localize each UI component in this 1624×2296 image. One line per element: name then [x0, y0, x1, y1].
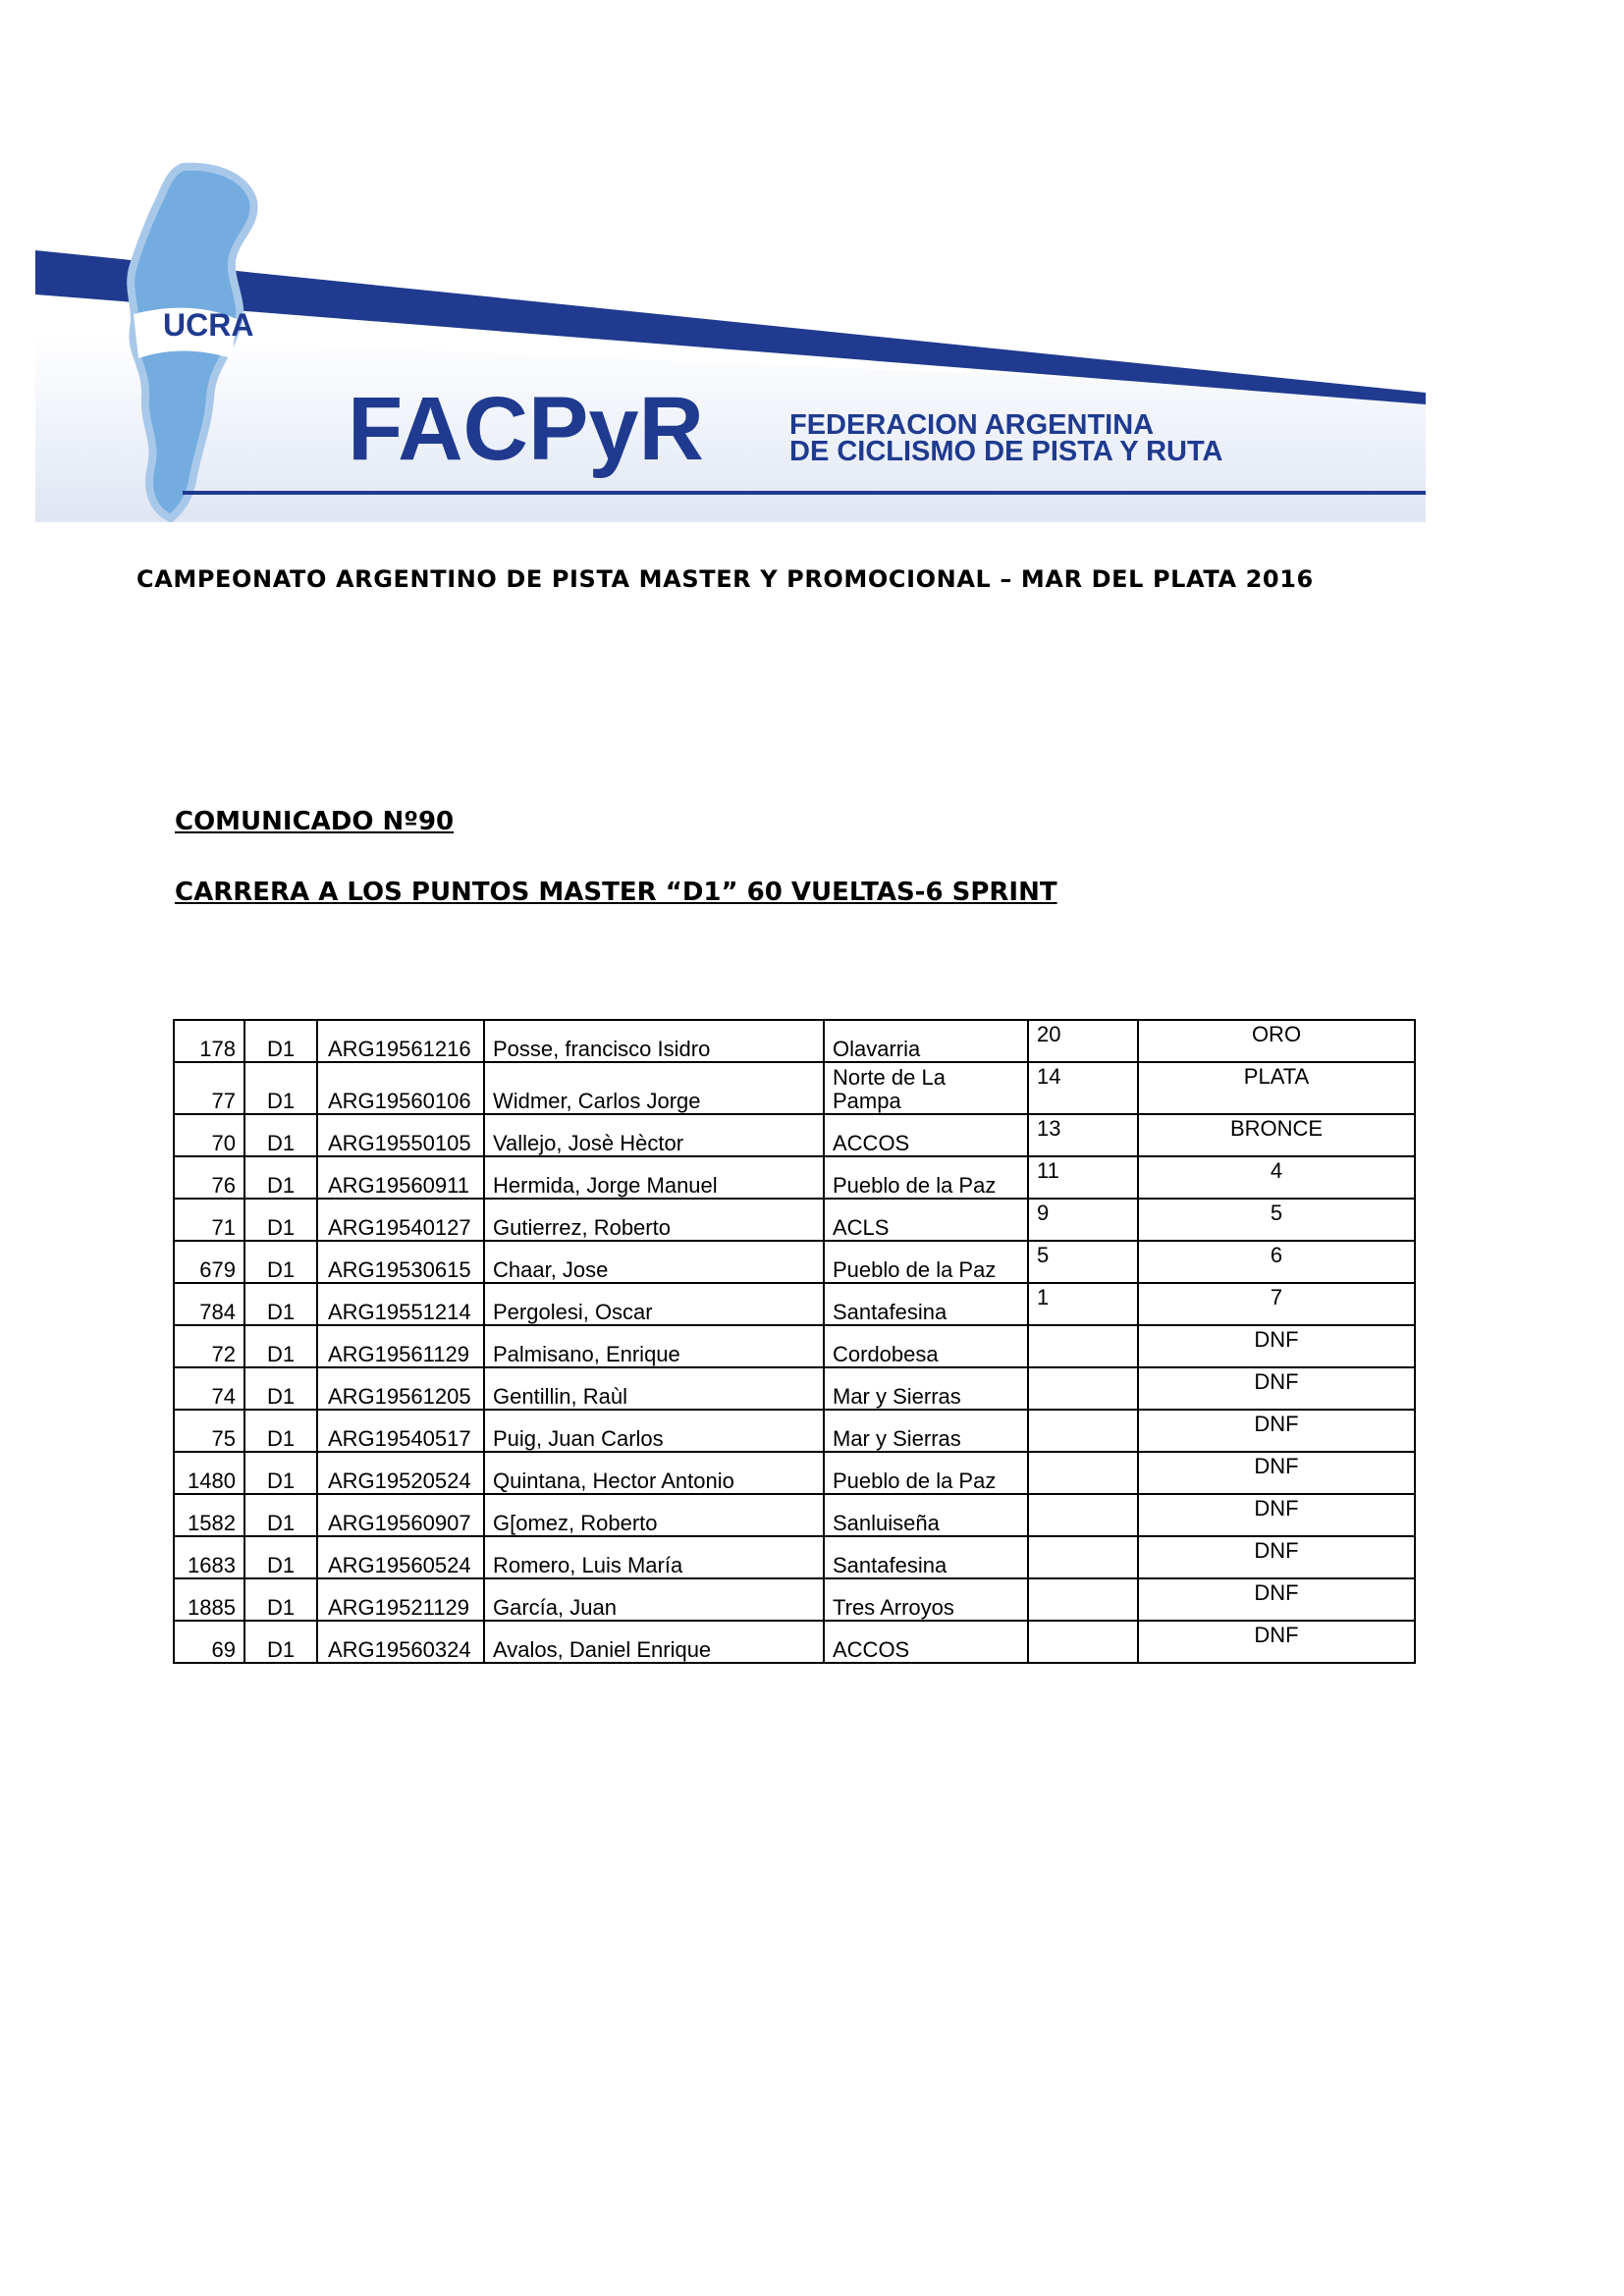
points-cell	[1028, 1494, 1138, 1536]
final-position-cell: 7	[1138, 1283, 1415, 1325]
team-name-cell: ACLS	[824, 1199, 1028, 1241]
license-id-cell: ARG19540127	[317, 1199, 484, 1241]
final-position-cell: BRONCE	[1138, 1114, 1415, 1156]
category-cell: D1	[244, 1578, 317, 1621]
bib-number-cell: 69	[174, 1621, 244, 1663]
rider-name-cell: Widmer, Carlos Jorge	[484, 1062, 824, 1114]
rider-name-cell: Puig, Juan Carlos	[484, 1410, 824, 1452]
final-position-cell: DNF	[1138, 1536, 1415, 1578]
final-position-cell: DNF	[1138, 1410, 1415, 1452]
bib-number-cell: 1683	[174, 1536, 244, 1578]
rider-name-cell: Vallejo, Josè Hèctor	[484, 1114, 824, 1156]
table-row	[174, 1020, 1415, 1062]
bib-number-cell: 70	[174, 1114, 244, 1156]
team-name-cell: Cordobesa	[824, 1325, 1028, 1367]
final-position-cell: DNF	[1138, 1578, 1415, 1621]
category-cell: D1	[244, 1283, 317, 1325]
race-title: CARRERA A LOS PUNTOS MASTER “D1” 60 VUELTAS-6 SPRINT	[175, 878, 1057, 907]
final-position-cell: 4	[1138, 1156, 1415, 1199]
table-row	[174, 1494, 1415, 1536]
category-cell: D1	[244, 1114, 317, 1156]
final-position-cell: DNF	[1138, 1325, 1415, 1367]
rider-name-cell: G[omez, Roberto	[484, 1494, 824, 1536]
points-cell	[1028, 1325, 1138, 1367]
bib-number-cell: 178	[174, 1020, 244, 1062]
bib-number-cell: 76	[174, 1156, 244, 1199]
rider-name-cell: Hermida, Jorge Manuel	[484, 1156, 824, 1199]
event-title: CAMPEONATO ARGENTINO DE PISTA MASTER Y PROMOCIONAL – MAR DEL PLATA 2016	[136, 565, 1314, 593]
team-name-cell: Mar y Sierras	[824, 1367, 1028, 1410]
team-name-cell: Pueblo de la Paz	[824, 1156, 1028, 1199]
table-row	[174, 1199, 1415, 1241]
category-cell: D1	[244, 1410, 317, 1452]
final-position-cell: DNF	[1138, 1452, 1415, 1494]
table-row	[174, 1156, 1415, 1199]
points-cell	[1028, 1367, 1138, 1410]
category-cell: D1	[244, 1062, 317, 1114]
communique-heading: COMUNICADO Nº90	[175, 807, 455, 836]
final-position-cell: DNF	[1138, 1494, 1415, 1536]
table-row	[174, 1062, 1415, 1114]
table-row	[174, 1114, 1415, 1156]
points-cell: 5	[1028, 1241, 1138, 1283]
federation-line2: DE CICLISMO DE PISTA Y RUTA	[789, 436, 1223, 467]
rider-name-cell: Gentillin, Raùl	[484, 1367, 824, 1410]
team-name-cell: Olavarria	[824, 1020, 1028, 1062]
rider-name-cell: Quintana, Hector Antonio	[484, 1452, 824, 1494]
points-cell	[1028, 1452, 1138, 1494]
table-row	[174, 1536, 1415, 1578]
rider-name-cell: Palmisano, Enrique	[484, 1325, 824, 1367]
table-row	[174, 1283, 1415, 1325]
bib-number-cell: 72	[174, 1325, 244, 1367]
table-row	[174, 1578, 1415, 1621]
table-row	[174, 1325, 1415, 1367]
license-id-cell: ARG19520524	[317, 1452, 484, 1494]
final-position-cell: 6	[1138, 1241, 1415, 1283]
ucra-label: UCRA	[163, 307, 254, 343]
points-cell	[1028, 1536, 1138, 1578]
category-cell: D1	[244, 1156, 317, 1199]
table-row	[174, 1410, 1415, 1452]
license-id-cell: ARG19551214	[317, 1283, 484, 1325]
table-row	[174, 1241, 1415, 1283]
rider-name-cell: García, Juan	[484, 1578, 824, 1621]
rider-name-cell: Gutierrez, Roberto	[484, 1199, 824, 1241]
rider-name-cell: Avalos, Daniel Enrique	[484, 1621, 824, 1663]
bib-number-cell: 75	[174, 1410, 244, 1452]
category-cell: D1	[244, 1621, 317, 1663]
rider-name-cell: Posse, francisco Isidro	[484, 1020, 824, 1062]
license-id-cell: ARG19540517	[317, 1410, 484, 1452]
team-name-cell: Santafesina	[824, 1283, 1028, 1325]
bib-number-cell: 77	[174, 1062, 244, 1114]
bib-number-cell: 71	[174, 1199, 244, 1241]
license-id-cell: ARG19560524	[317, 1536, 484, 1578]
bib-number-cell: 679	[174, 1241, 244, 1283]
category-cell: D1	[244, 1536, 317, 1578]
license-id-cell: ARG19521129	[317, 1578, 484, 1621]
rider-name-cell: Chaar, Jose	[484, 1241, 824, 1283]
category-cell: D1	[244, 1199, 317, 1241]
license-id-cell: ARG19561205	[317, 1367, 484, 1410]
team-name-cell: Norte de La Pampa	[824, 1062, 1028, 1114]
license-id-cell: ARG19550105	[317, 1114, 484, 1156]
final-position-cell: DNF	[1138, 1621, 1415, 1663]
team-name-cell: ACCOS	[824, 1621, 1028, 1663]
category-cell: D1	[244, 1020, 317, 1062]
bib-number-cell: 1582	[174, 1494, 244, 1536]
points-cell: 20	[1028, 1020, 1138, 1062]
bib-number-cell: 1480	[174, 1452, 244, 1494]
points-cell: 9	[1028, 1199, 1138, 1241]
team-name-cell: Santafesina	[824, 1536, 1028, 1578]
points-cell: 1	[1028, 1283, 1138, 1325]
logo-acronym: FACPyR	[348, 379, 704, 479]
category-cell: D1	[244, 1367, 317, 1410]
category-cell: D1	[244, 1452, 317, 1494]
rider-name-cell: Pergolesi, Oscar	[484, 1283, 824, 1325]
final-position-cell: DNF	[1138, 1367, 1415, 1410]
points-cell	[1028, 1410, 1138, 1452]
category-cell: D1	[244, 1325, 317, 1367]
final-position-cell: 5	[1138, 1199, 1415, 1241]
license-id-cell: ARG19561216	[317, 1020, 484, 1062]
rider-name-cell: Romero, Luis María	[484, 1536, 824, 1578]
team-name-cell: Sanluiseña	[824, 1494, 1028, 1536]
points-cell	[1028, 1621, 1138, 1663]
team-name-cell: Pueblo de la Paz	[824, 1241, 1028, 1283]
license-id-cell: ARG19561129	[317, 1325, 484, 1367]
points-cell: 13	[1028, 1114, 1138, 1156]
final-position-cell: ORO	[1138, 1020, 1415, 1062]
table-row	[174, 1621, 1415, 1663]
team-name-cell: Tres Arroyos	[824, 1578, 1028, 1621]
license-id-cell: ARG19530615	[317, 1241, 484, 1283]
license-id-cell: ARG19560911	[317, 1156, 484, 1199]
facpyr-banner	[35, 157, 1426, 522]
bib-number-cell: 74	[174, 1367, 244, 1410]
table-row	[174, 1367, 1415, 1410]
license-id-cell: ARG19560324	[317, 1621, 484, 1663]
team-name-cell: Mar y Sierras	[824, 1410, 1028, 1452]
points-cell: 11	[1028, 1156, 1138, 1199]
bib-number-cell: 784	[174, 1283, 244, 1325]
category-cell: D1	[244, 1494, 317, 1536]
bib-number-cell: 1885	[174, 1578, 244, 1621]
category-cell: D1	[244, 1241, 317, 1283]
license-id-cell: ARG19560106	[317, 1062, 484, 1114]
table-row	[174, 1452, 1415, 1494]
final-position-cell: PLATA	[1138, 1062, 1415, 1114]
team-name-cell: ACCOS	[824, 1114, 1028, 1156]
points-cell: 14	[1028, 1062, 1138, 1114]
points-cell	[1028, 1578, 1138, 1621]
results-table	[173, 1019, 1416, 1664]
license-id-cell: ARG19560907	[317, 1494, 484, 1536]
federation-line1: FEDERACION ARGENTINA	[789, 409, 1155, 441]
team-name-cell: Pueblo de la Paz	[824, 1452, 1028, 1494]
